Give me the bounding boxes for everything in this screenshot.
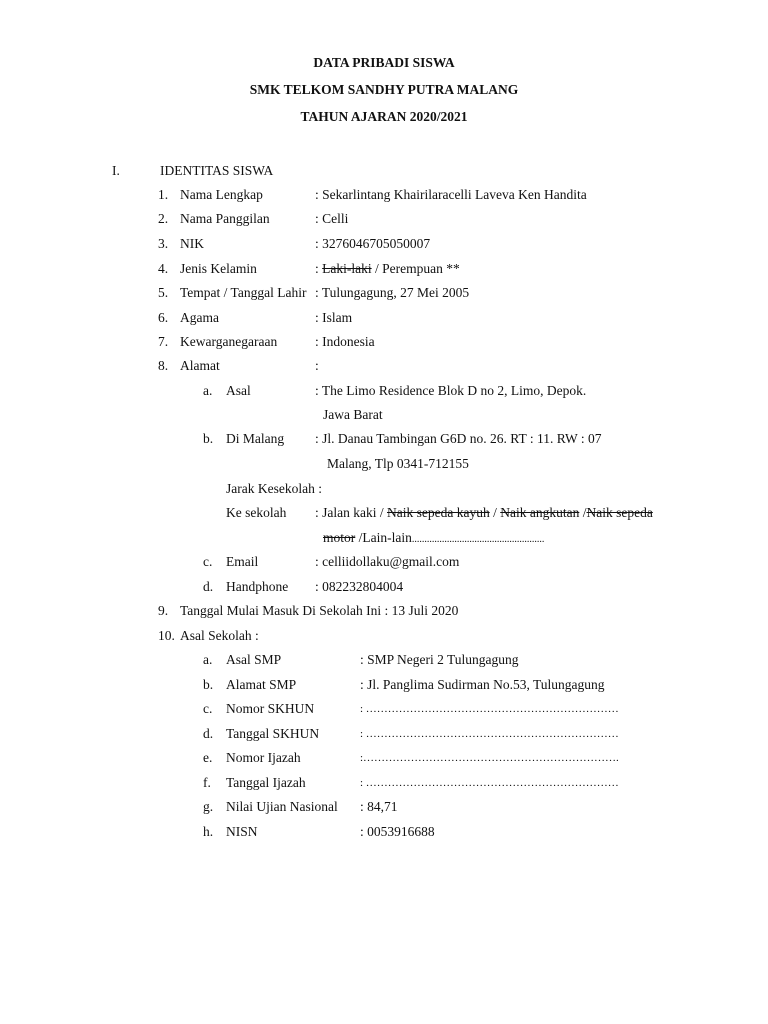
field-label: Tempat / Tanggal Lahir [180,285,307,300]
academic-year: TAHUN AJARAN 2020/2021 [300,109,468,124]
transport-option-struck: motor [323,530,356,545]
start-date-line: Tanggal Mulai Masuk Di Sekolah Ini : 13 Juli 2020 [180,603,459,618]
field-value-continued: Malang, Tlp 0341-712155 [327,456,469,471]
field-label: Agama [180,310,219,325]
transport-option-struck: Naik sepeda kayuh [386,505,490,520]
field-value: : …………………………………………………………… [360,728,619,740]
field-label: Asal [226,383,251,398]
field-value: : …………………………………………………………… [360,703,619,715]
field-value: : SMP Negeri 2 Tulungagung [360,652,519,667]
sub-letter: g. [203,799,214,814]
field-label: NISN [226,824,258,839]
school-name: SMK TELKOM SANDHY PUTRA MALANG [249,82,519,97]
field-value: : Jl. Panglima Sudirman No.53, Tulungagung [360,677,605,692]
field-label: NIK [180,236,204,251]
field-label: Handphone [226,579,289,594]
sub-letter: f. [203,775,211,790]
field-value: : 84,71 [360,799,398,814]
item-number: 10. [158,628,175,643]
fill-dots: ..................................................... [411,534,545,545]
transport-sep: / [489,505,501,520]
transport-options-continued [323,530,544,548]
field-value: : 082232804004 [315,579,404,594]
doc-title: DATA PRIBADI SISWA [313,55,455,70]
sub-letter: a. [203,383,213,398]
sub-letter: b. [203,677,214,692]
section-roman: I. [112,163,120,178]
field-label: Asal SMP [226,652,282,667]
sub-letter: d. [203,726,214,741]
field-value: : 0053916688 [360,824,435,839]
sub-letter: b. [203,431,214,446]
section-title: IDENTITAS SISWA [160,163,274,178]
transport-other: /Lain-lain [355,530,412,545]
transport-options [315,505,653,521]
field-value: : The Limo Residence Blok D no 2, Limo, Depok. [315,383,587,398]
sub-letter: c. [203,554,213,569]
field-value: : Tulungagung, 27 Mei 2005 [315,285,470,300]
item-number: 3. [158,236,169,251]
item-number: 1. [158,187,169,202]
field-label: Nomor Ijazah [226,750,301,765]
field-label: Nomor SKHUN [226,701,315,716]
field-value: : Sekarlintang Khairilaracelli Laveva Ken Handita [315,187,587,202]
item-number: 4. [158,261,169,276]
field-label: Email [226,554,259,569]
field-label: Nama Lengkap [180,187,263,202]
item-number: 8. [158,358,169,373]
field-label: Alamat [180,358,220,373]
item-number: 2. [158,211,169,226]
sub-letter: a. [203,652,213,667]
gender-option-struck: Laki-laki [322,261,372,276]
field-value: :……………………………………………………………. [360,752,619,764]
field-value: : 3276046705050007 [315,236,431,251]
gender-colon: : [315,261,319,276]
transport-colon: : Jalan kaki / [315,505,387,520]
sub-letter: c. [203,701,213,716]
field-label: Tanggal SKHUN [226,726,320,741]
field-value: : [315,358,319,373]
distance-label: Jarak Kesekolah : [226,481,322,496]
field-label: Alamat SMP [226,677,297,692]
gender-value [315,261,460,277]
field-value: : Celli [315,211,349,226]
field-label: Di Malang [226,431,285,446]
field-label: Kewarganegaraan [180,334,278,349]
item-number: 6. [158,310,169,325]
item-number: 5. [158,285,169,300]
transport-sep: / [579,505,587,520]
field-value: : …………………………………………………………… [360,777,619,789]
transport-option-struck: Naik sepeda [586,505,653,520]
sub-letter: d. [203,579,214,594]
sub-letter: h. [203,824,214,839]
gender-option-rest: / Perempuan ** [371,261,460,276]
previous-school-heading: Asal Sekolah : [180,628,259,643]
sub-letter: e. [203,750,213,765]
field-label: Tanggal Ijazah [226,775,306,790]
field-value-continued: Jawa Barat [323,407,383,422]
field-label: Ke sekolah [226,505,287,520]
field-label: Nilai Ujian Nasional [226,799,338,814]
field-value: : Islam [315,310,353,325]
field-value: : celliidollaku@gmail.com [315,554,460,569]
item-number: 9. [158,603,169,618]
transport-option-struck: Naik angkutan [500,505,580,520]
field-value: : Indonesia [315,334,375,349]
field-label: Jenis Kelamin [180,261,257,276]
item-number: 7. [158,334,169,349]
field-value: : Jl. Danau Tambingan G6D no. 26. RT : 11. RW : 07 [315,431,602,446]
field-label: Nama Panggilan [180,211,270,226]
